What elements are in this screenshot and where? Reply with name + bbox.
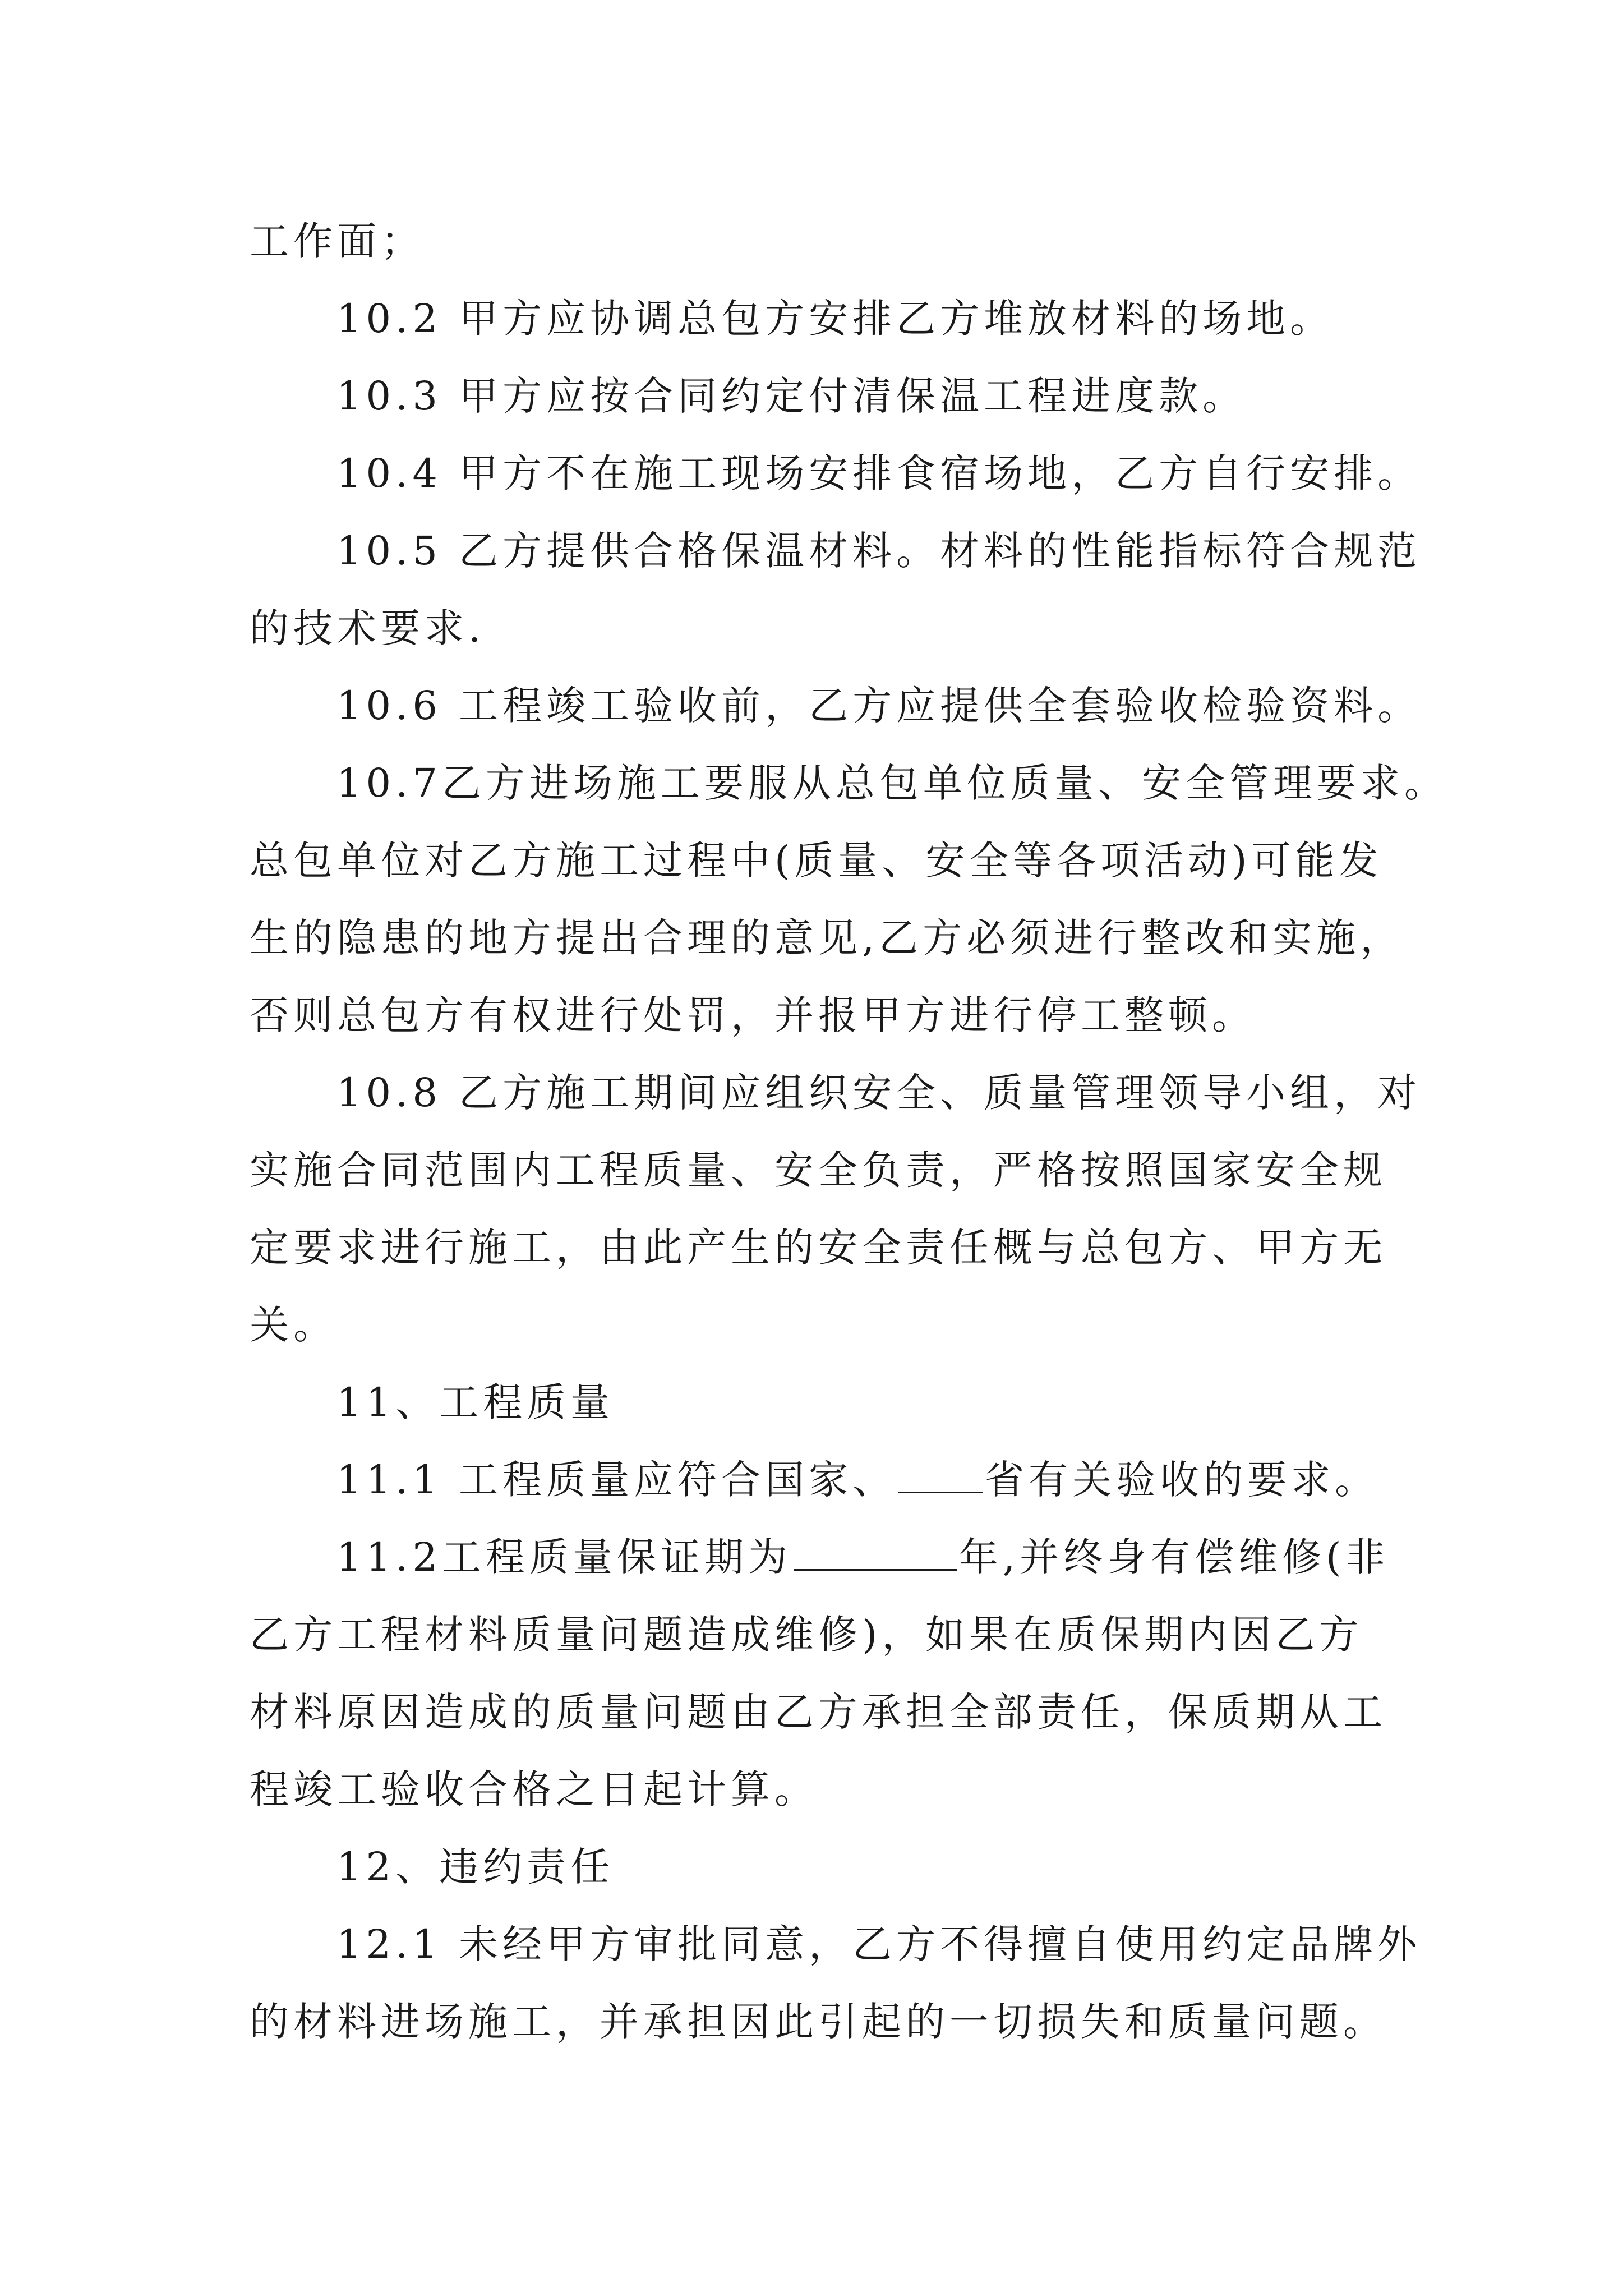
section-12-heading: 12、违约责任 <box>336 1844 615 1890</box>
blank-field <box>794 1530 957 1571</box>
clause-10-6: 10.6 工程竣工验收前，乙方应提供全套验收检验资料。 <box>336 683 1422 729</box>
text-line: 实施合同范围内工程质量、安全负责，严格按照国家安全规 <box>250 1147 1387 1193</box>
text-line: 生的隐患的地方提出合理的意见,乙方必须进行整改和实施， <box>250 915 1404 961</box>
section-11-heading: 11、工程质量 <box>336 1379 615 1425</box>
text-line: 关。 <box>250 1302 337 1348</box>
clause-11-2-part1: 11.2工程质量保证期为 <box>336 1534 792 1580</box>
clause-10-3: 10.3 甲方应按合同约定付清保温工程进度款。 <box>336 373 1247 419</box>
clause-11-1-part2: 省有关验收的要求。 <box>985 1457 1379 1503</box>
blank-field <box>898 1452 983 1493</box>
clause-10-8: 10.8 乙方施工期间应组织安全、质量管理领导小组，对 <box>336 1070 1422 1116</box>
clause-10-2: 10.2 甲方应协调总包方安排乙方堆放材料的场地。 <box>336 296 1334 342</box>
text-line: 工作面； <box>250 218 425 264</box>
clause-10-7: 10.7乙方进场施工要服从总包单位质量、安全管理要求。 <box>336 760 1448 806</box>
clause-11-2 <box>336 1524 1492 1591</box>
text-line: 的材料进场施工，并承担因此引起的一切损失和质量问题。 <box>250 1999 1387 2045</box>
clause-10-5: 10.5 乙方提供合格保温材料。材料的性能指标符合规范 <box>336 528 1422 574</box>
clause-12-1: 12.1 未经甲方审批同意，乙方不得擅自使用约定品牌外 <box>336 1921 1422 1967</box>
text-line: 乙方工程材料质量问题造成维修)，如果在质保期内因乙方 <box>250 1612 1363 1658</box>
text-line: 定要求进行施工，由此产生的安全责任概与总包方、甲方无 <box>250 1225 1387 1271</box>
text-line: 总包单位对乙方施工过程中(质量、安全等各项活动)可能发 <box>250 838 1383 884</box>
text-line: 材料原因造成的质量问题由乙方承担全部责任，保质期从工 <box>250 1689 1387 1735</box>
clause-11-2-part2: 年,并终身有偿维修(非 <box>958 1534 1390 1580</box>
text-line: 否则总包方有权进行处罚，并报甲方进行停工整顿。 <box>250 992 1256 1038</box>
clause-10-4: 10.4 甲方不在施工现场安排食宿场地，乙方自行安排。 <box>336 450 1422 496</box>
clause-11-1 <box>336 1446 1492 1513</box>
text-line: 程竣工验收合格之日起计算。 <box>250 1766 818 1812</box>
clause-11-1-part1: 11.1 工程质量应符合国家、 <box>336 1457 897 1503</box>
text-line: 的技术要求. <box>250 605 486 651</box>
